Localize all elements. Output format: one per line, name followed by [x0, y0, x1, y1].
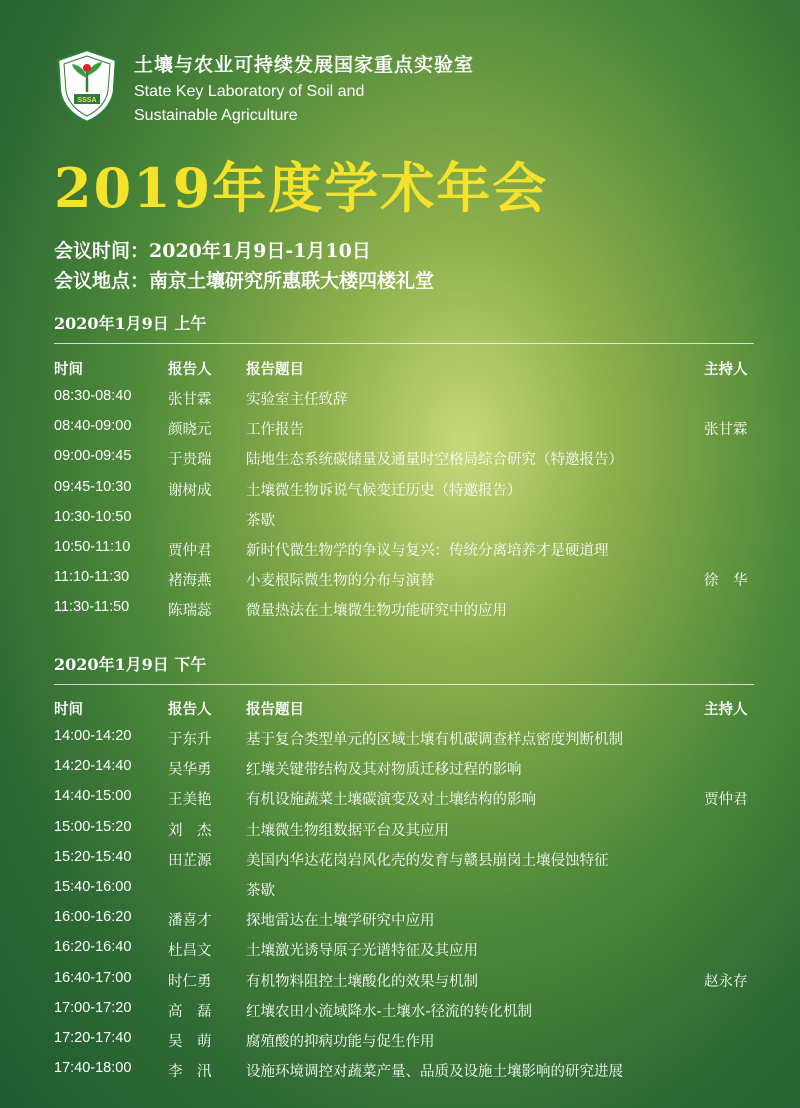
table-row	[0, 939, 800, 969]
row-speaker: 高 磊	[168, 1003, 212, 1020]
row-speaker: 李 汛	[168, 1064, 212, 1081]
row-title: 探地雷达在土壤学研究中应用	[246, 913, 435, 930]
column-header-time: 时间	[54, 362, 83, 378]
row-time: 15:00-15:20	[54, 818, 132, 835]
row-time: 16:00-16:20	[54, 909, 132, 926]
row-time: 17:40-18:00	[54, 1060, 132, 1077]
row-speaker: 褚海燕	[168, 573, 212, 590]
table-header-row	[0, 358, 800, 388]
row-title: 美国内华达花岗岩风化壳的发育与赣县崩岗土壤侵蚀特征	[246, 852, 609, 869]
row-title: 土壤微生物组数据平台及其应用	[246, 822, 449, 839]
column-header-title: 报告题目	[246, 702, 304, 718]
row-chair: 张甘霖	[704, 422, 748, 439]
table-row	[0, 448, 800, 478]
table-row	[0, 509, 800, 539]
table-row	[0, 569, 800, 599]
column-header-speaker: 报告人	[168, 702, 212, 718]
row-speaker: 吴华勇	[168, 762, 212, 779]
row-time: 14:40-15:00	[54, 788, 132, 805]
table-row	[0, 909, 800, 939]
meeting-place: 会议地点：南京土壤研究所惠联大楼四楼礼堂	[54, 270, 435, 292]
row-speaker: 潘喜才	[168, 913, 212, 930]
session-divider	[54, 684, 754, 685]
row-title: 工作报告	[246, 422, 304, 439]
row-time: 09:00-09:45	[54, 448, 132, 465]
lab-logo	[54, 48, 120, 124]
row-speaker: 谢树成	[168, 482, 212, 499]
session-heading: 2020年1月9日 上午	[54, 314, 207, 333]
session-divider	[54, 343, 754, 344]
row-time: 09:45-10:30	[54, 478, 132, 495]
row-chair: 赵永存	[704, 973, 748, 990]
row-title: 设施环境调控对蔬菜产量、品质及设施土壤影响的研究进展	[246, 1064, 623, 1081]
row-title: 新时代微生物学的争议与复兴：传统分离培养才是硬道理	[246, 543, 609, 559]
row-time: 11:30-11:50	[54, 599, 130, 616]
table-header-row	[0, 698, 800, 728]
row-speaker: 张甘霖	[168, 392, 212, 408]
row-speaker: 于东升	[168, 732, 212, 748]
row-chair: 贾仲君	[704, 792, 748, 809]
row-speaker: 吴 萌	[168, 1034, 212, 1050]
row-speaker: 贾仲君	[168, 543, 212, 559]
table-row	[0, 728, 800, 758]
row-speaker: 杜昌文	[168, 943, 212, 960]
table-row	[0, 879, 800, 909]
row-time: 10:50-11:10	[54, 539, 131, 555]
row-speaker: 于贵瑞	[168, 452, 212, 469]
table-row	[0, 819, 800, 849]
row-speaker: 颜晓元	[168, 422, 212, 439]
org-name-en	[134, 80, 364, 128]
table-row	[0, 388, 800, 418]
row-title: 实验室主任致辞	[246, 392, 348, 408]
org-name-cn: 土壤与农业可持续发展国家重点实验室	[134, 54, 475, 76]
table-row	[0, 539, 800, 569]
row-time: 08:40-09:00	[54, 418, 132, 435]
column-header-time: 时间	[54, 702, 83, 718]
table-row	[0, 479, 800, 509]
row-title: 茶歇	[246, 512, 275, 529]
row-time: 17:00-17:20	[54, 999, 132, 1016]
row-title: 有机物料阻控土壤酸化的效果与机制	[246, 973, 478, 990]
row-speaker: 时仁勇	[168, 973, 212, 990]
column-header-title: 报告题目	[246, 362, 304, 378]
row-title: 土壤微生物诉说气候变迁历史（特邀报告）	[246, 482, 522, 499]
row-time: 16:20-16:40	[54, 939, 132, 956]
session-heading: 2020年1月9日 下午	[54, 655, 207, 674]
table-row	[0, 599, 800, 629]
table-row	[0, 970, 800, 1000]
logo-text: SSSA	[77, 97, 97, 104]
row-title: 土壤激光诱导原子光谱特征及其应用	[246, 943, 478, 960]
org-name-en-line2: Sustainable Agriculture	[134, 107, 298, 124]
row-time: 15:20-15:40	[54, 848, 132, 865]
row-title: 红壤农田小流域降水-土壤水-径流的转化机制	[246, 1003, 532, 1020]
row-title: 陆地生态系统碳储量及通量时空格局综合研究（特邀报告）	[246, 452, 623, 469]
table-row	[0, 1000, 800, 1030]
org-name-en-line1: State Key Laboratory of Soil and	[134, 83, 365, 100]
column-header-chair: 主持人	[704, 702, 748, 718]
row-chair: 徐 华	[704, 573, 748, 590]
row-title: 有机设施蔬菜土壤碳演变及对土壤结构的影响	[246, 792, 536, 809]
row-time: 14:00-14:20	[54, 728, 132, 744]
row-time: 08:30-08:40	[54, 388, 132, 404]
row-time: 11:10-11:30	[54, 569, 130, 586]
row-time: 10:30-10:50	[54, 508, 132, 525]
table-row	[0, 418, 800, 448]
table-row	[0, 1060, 800, 1090]
meeting-time: 会议时间：2020年1月9日-1月10日	[54, 240, 371, 262]
row-speaker: 田芷源	[168, 852, 212, 869]
table-row	[0, 758, 800, 788]
row-time: 14:20-14:40	[54, 758, 132, 775]
row-speaker: 陈瑞蕊	[168, 603, 212, 620]
table-row	[0, 1030, 800, 1060]
column-header-chair: 主持人	[704, 362, 748, 378]
row-title: 茶歇	[246, 883, 275, 899]
row-speaker: 王美艳	[168, 792, 212, 809]
row-title: 基于复合类型单元的区域土壤有机碳调查样点密度判断机制	[246, 732, 623, 748]
header	[54, 46, 774, 128]
column-header-speaker: 报告人	[168, 362, 212, 378]
table-row	[0, 788, 800, 818]
row-title: 红壤关键带结构及其对物质迁移过程的影响	[246, 762, 522, 779]
table-row	[0, 849, 800, 879]
row-title: 微量热法在土壤微生物功能研究中的应用	[246, 603, 507, 620]
row-speaker: 刘 杰	[168, 822, 212, 839]
row-time: 17:20-17:40	[54, 1030, 132, 1046]
page-title: 2019年度学术年会	[54, 156, 549, 220]
row-title: 小麦根际微生物的分布与演替	[246, 573, 435, 590]
row-time: 15:40-16:00	[54, 879, 132, 895]
row-title: 腐殖酸的抑病功能与促生作用	[246, 1034, 435, 1050]
row-time: 16:40-17:00	[54, 969, 132, 986]
